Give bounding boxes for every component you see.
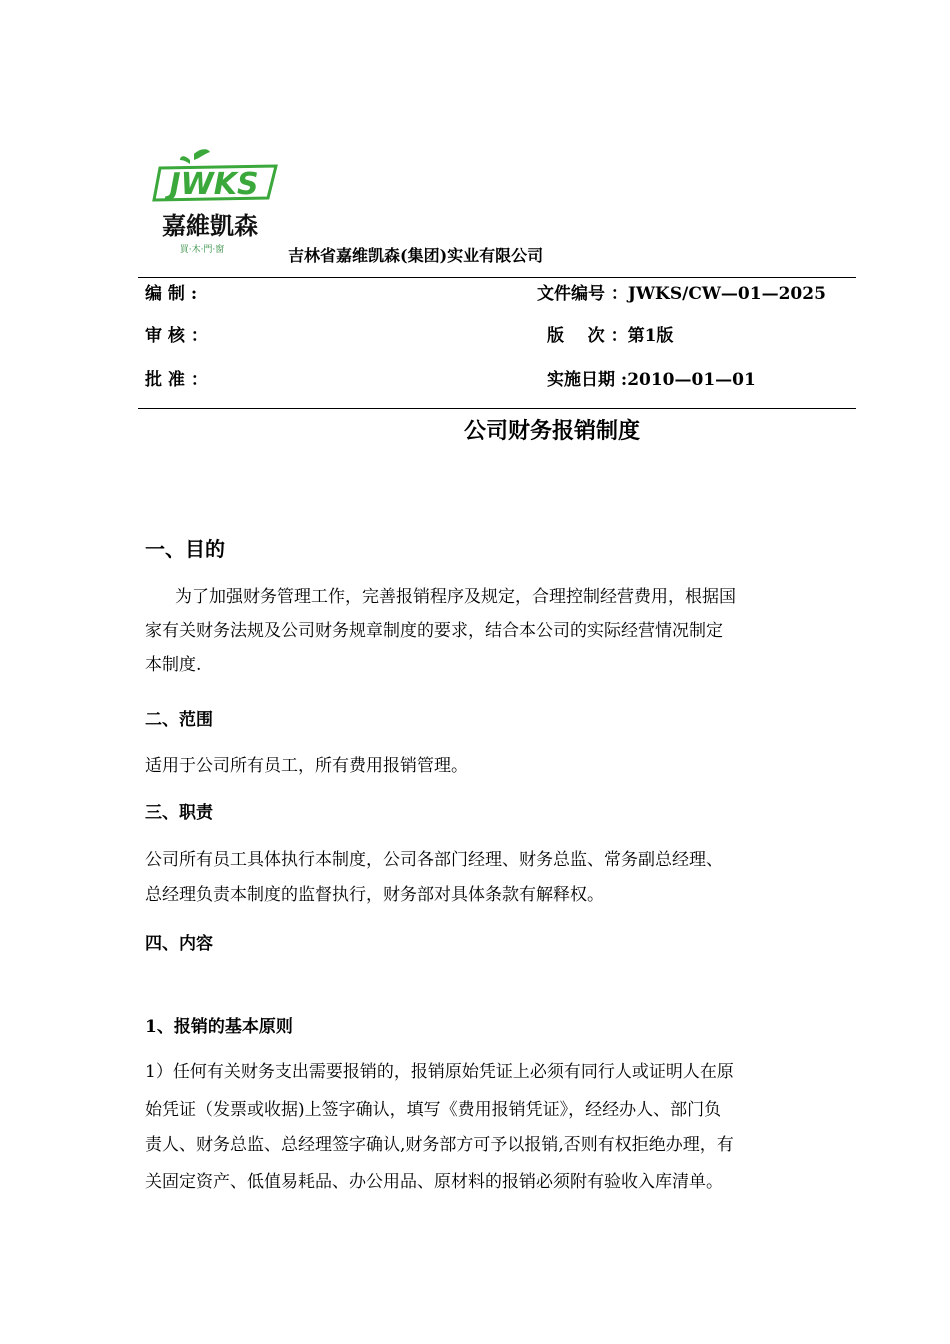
section-content-heading: 四、内容 xyxy=(145,934,213,954)
logo-tagline: 買·木·門·窗 xyxy=(179,245,225,255)
principles-text-line: 1）任何有关财务支出需要报销的，报销原始凭证上必须有同行人或证明人在原 xyxy=(145,1062,734,1082)
principles-text-line: 关固定资产、低值易耗品、办公用品、原材料的报销必须附有验收入库清单。 xyxy=(145,1172,723,1192)
purpose-text-line: 为了加强财务管理工作，完善报销程序及规定，合理控制经营费用，根据国 xyxy=(175,587,736,607)
logo-chinese-name: 嘉維凱森 xyxy=(162,212,258,240)
duties-text-line: 公司所有员工具体执行本制度，公司各部门经理、财务总监、常务副总经理、 xyxy=(145,850,723,870)
file-number: 文件编号 ：JWKS/CW—01—2025 xyxy=(537,284,826,304)
section-scope-heading: 二、范围 xyxy=(145,710,213,730)
logo-brand-text: JWKS xyxy=(169,167,259,202)
company-logo xyxy=(150,148,285,260)
purpose-text-line: 家有关财务法规及公司财务规章制度的要求，结合本公司的实际经营情况制定 xyxy=(145,621,723,641)
approve-label: 批 准 ： xyxy=(145,370,208,390)
purpose-text-line: 本制度. xyxy=(145,655,202,675)
header-top-rule xyxy=(138,277,856,278)
header-bottom-rule xyxy=(138,408,856,409)
section-purpose-heading: 一、目的 xyxy=(145,537,225,561)
document-title: 公司财务报销制度 xyxy=(463,418,640,444)
section-duties-heading: 三、职责 xyxy=(145,803,213,823)
principles-text-line: 责人、财务总监、总经理签字确认,财务部方可予以报销,否则有权拒绝办理，有 xyxy=(145,1135,734,1155)
effective-date: 实施日期 :2010—01—01 xyxy=(547,370,756,390)
review-label: 审 核 ： xyxy=(145,326,208,346)
duties-text-line: 总经理负责本制度的监督执行，财务部对具体条款有解释权。 xyxy=(145,885,604,905)
principles-text-line: 始凭证（发票或收据)上签字确认，填写《费用报销凭证》，经经办人、部门负 xyxy=(145,1100,722,1120)
edition: 版 次 ：第1版 xyxy=(547,326,674,346)
company-name: 吉林省嘉维凯森(集团)实业有限公司 xyxy=(288,246,544,265)
scope-text: 适用于公司所有员工，所有费用报销管理。 xyxy=(145,756,468,776)
subsection-principles-heading: 1、报销的基本原则 xyxy=(145,1017,293,1037)
compile-label: 编 制 : xyxy=(145,284,198,304)
